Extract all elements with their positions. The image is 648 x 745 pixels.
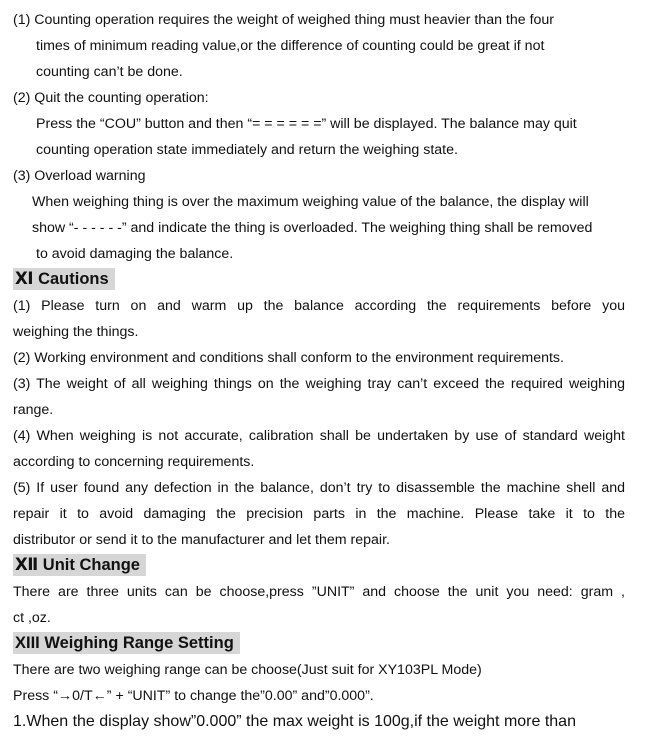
paragraph-line: (1) Counting operation requires the weight of weighed thing must heavier than the four bbox=[13, 12, 555, 28]
paragraph-line: repair it to avoid damaging the precision parts in the machine. Please take it to the bbox=[13, 506, 625, 522]
paragraph-line: to avoid damaging the balance. bbox=[36, 246, 234, 262]
paragraph-line: according to concerning requirements. bbox=[13, 454, 255, 470]
paragraph-line: range. bbox=[13, 402, 54, 418]
paragraph-line: distributor or send it to the manufacturer and let them repair. bbox=[13, 532, 390, 548]
paragraph-line: There are two weighing range can be choose(Just suit for XY103PL Mode) bbox=[13, 662, 482, 678]
paragraph-line: counting can’t be done. bbox=[36, 64, 183, 80]
paragraph-line: counting operation state immediately and return the weighing state. bbox=[36, 142, 458, 158]
paragraph-line: (3) The weight of all weighing things on the weighing tray can’t exceed the required weighing bbox=[13, 376, 625, 392]
paragraph-line: (2) Working environment and conditions shall conform to the environment requirements. bbox=[13, 350, 564, 366]
paragraph-line: (1) Please turn on and warm up the balance according the requirements before you bbox=[13, 298, 625, 314]
paragraph-line: times of minimum reading value,or the difference of counting could be great if not bbox=[36, 38, 545, 54]
paragraph-line: ct ,oz. bbox=[13, 610, 51, 626]
paragraph-line: (5) If user found any defection in the balance, don’t try to disassemble the machine shell and bbox=[13, 480, 625, 496]
paragraph-line: show “- - - - - -” and indicate the thing is overloaded. The weighing thing shall be removed bbox=[32, 220, 593, 236]
paragraph-line: Press “→0/T←” + “UNIT” to change the”0.00” and”0.000”. bbox=[13, 688, 374, 704]
paragraph-line: 1.When the display show”0.000” the max weight is 100g,if the weight more than bbox=[13, 713, 576, 730]
paragraph-line: (3) Overload warning bbox=[13, 168, 146, 184]
paragraph-line: weighing the things. bbox=[13, 324, 139, 340]
section-heading-weighing-range: XIII Weighing Range Setting bbox=[13, 632, 240, 654]
paragraph-line: There are three units can be choose,press ”UNIT” and choose the unit you need: gram , bbox=[13, 584, 625, 600]
section-heading-unit-change: Ⅻ Unit Change bbox=[13, 554, 146, 576]
paragraph-line: (4) When weighing is not accurate, calibration shall be undertaken by use of standard weight bbox=[13, 428, 625, 444]
paragraph-line: (2) Quit the counting operation: bbox=[13, 90, 209, 106]
section-heading-cautions: Ⅺ Cautions bbox=[13, 268, 115, 290]
paragraph-line: When weighing thing is over the maximum weighing value of the balance, the display will bbox=[32, 194, 589, 210]
paragraph-line: Press the “COU” button and then “= = = = = =” will be displayed. The balance may quit bbox=[36, 116, 577, 132]
